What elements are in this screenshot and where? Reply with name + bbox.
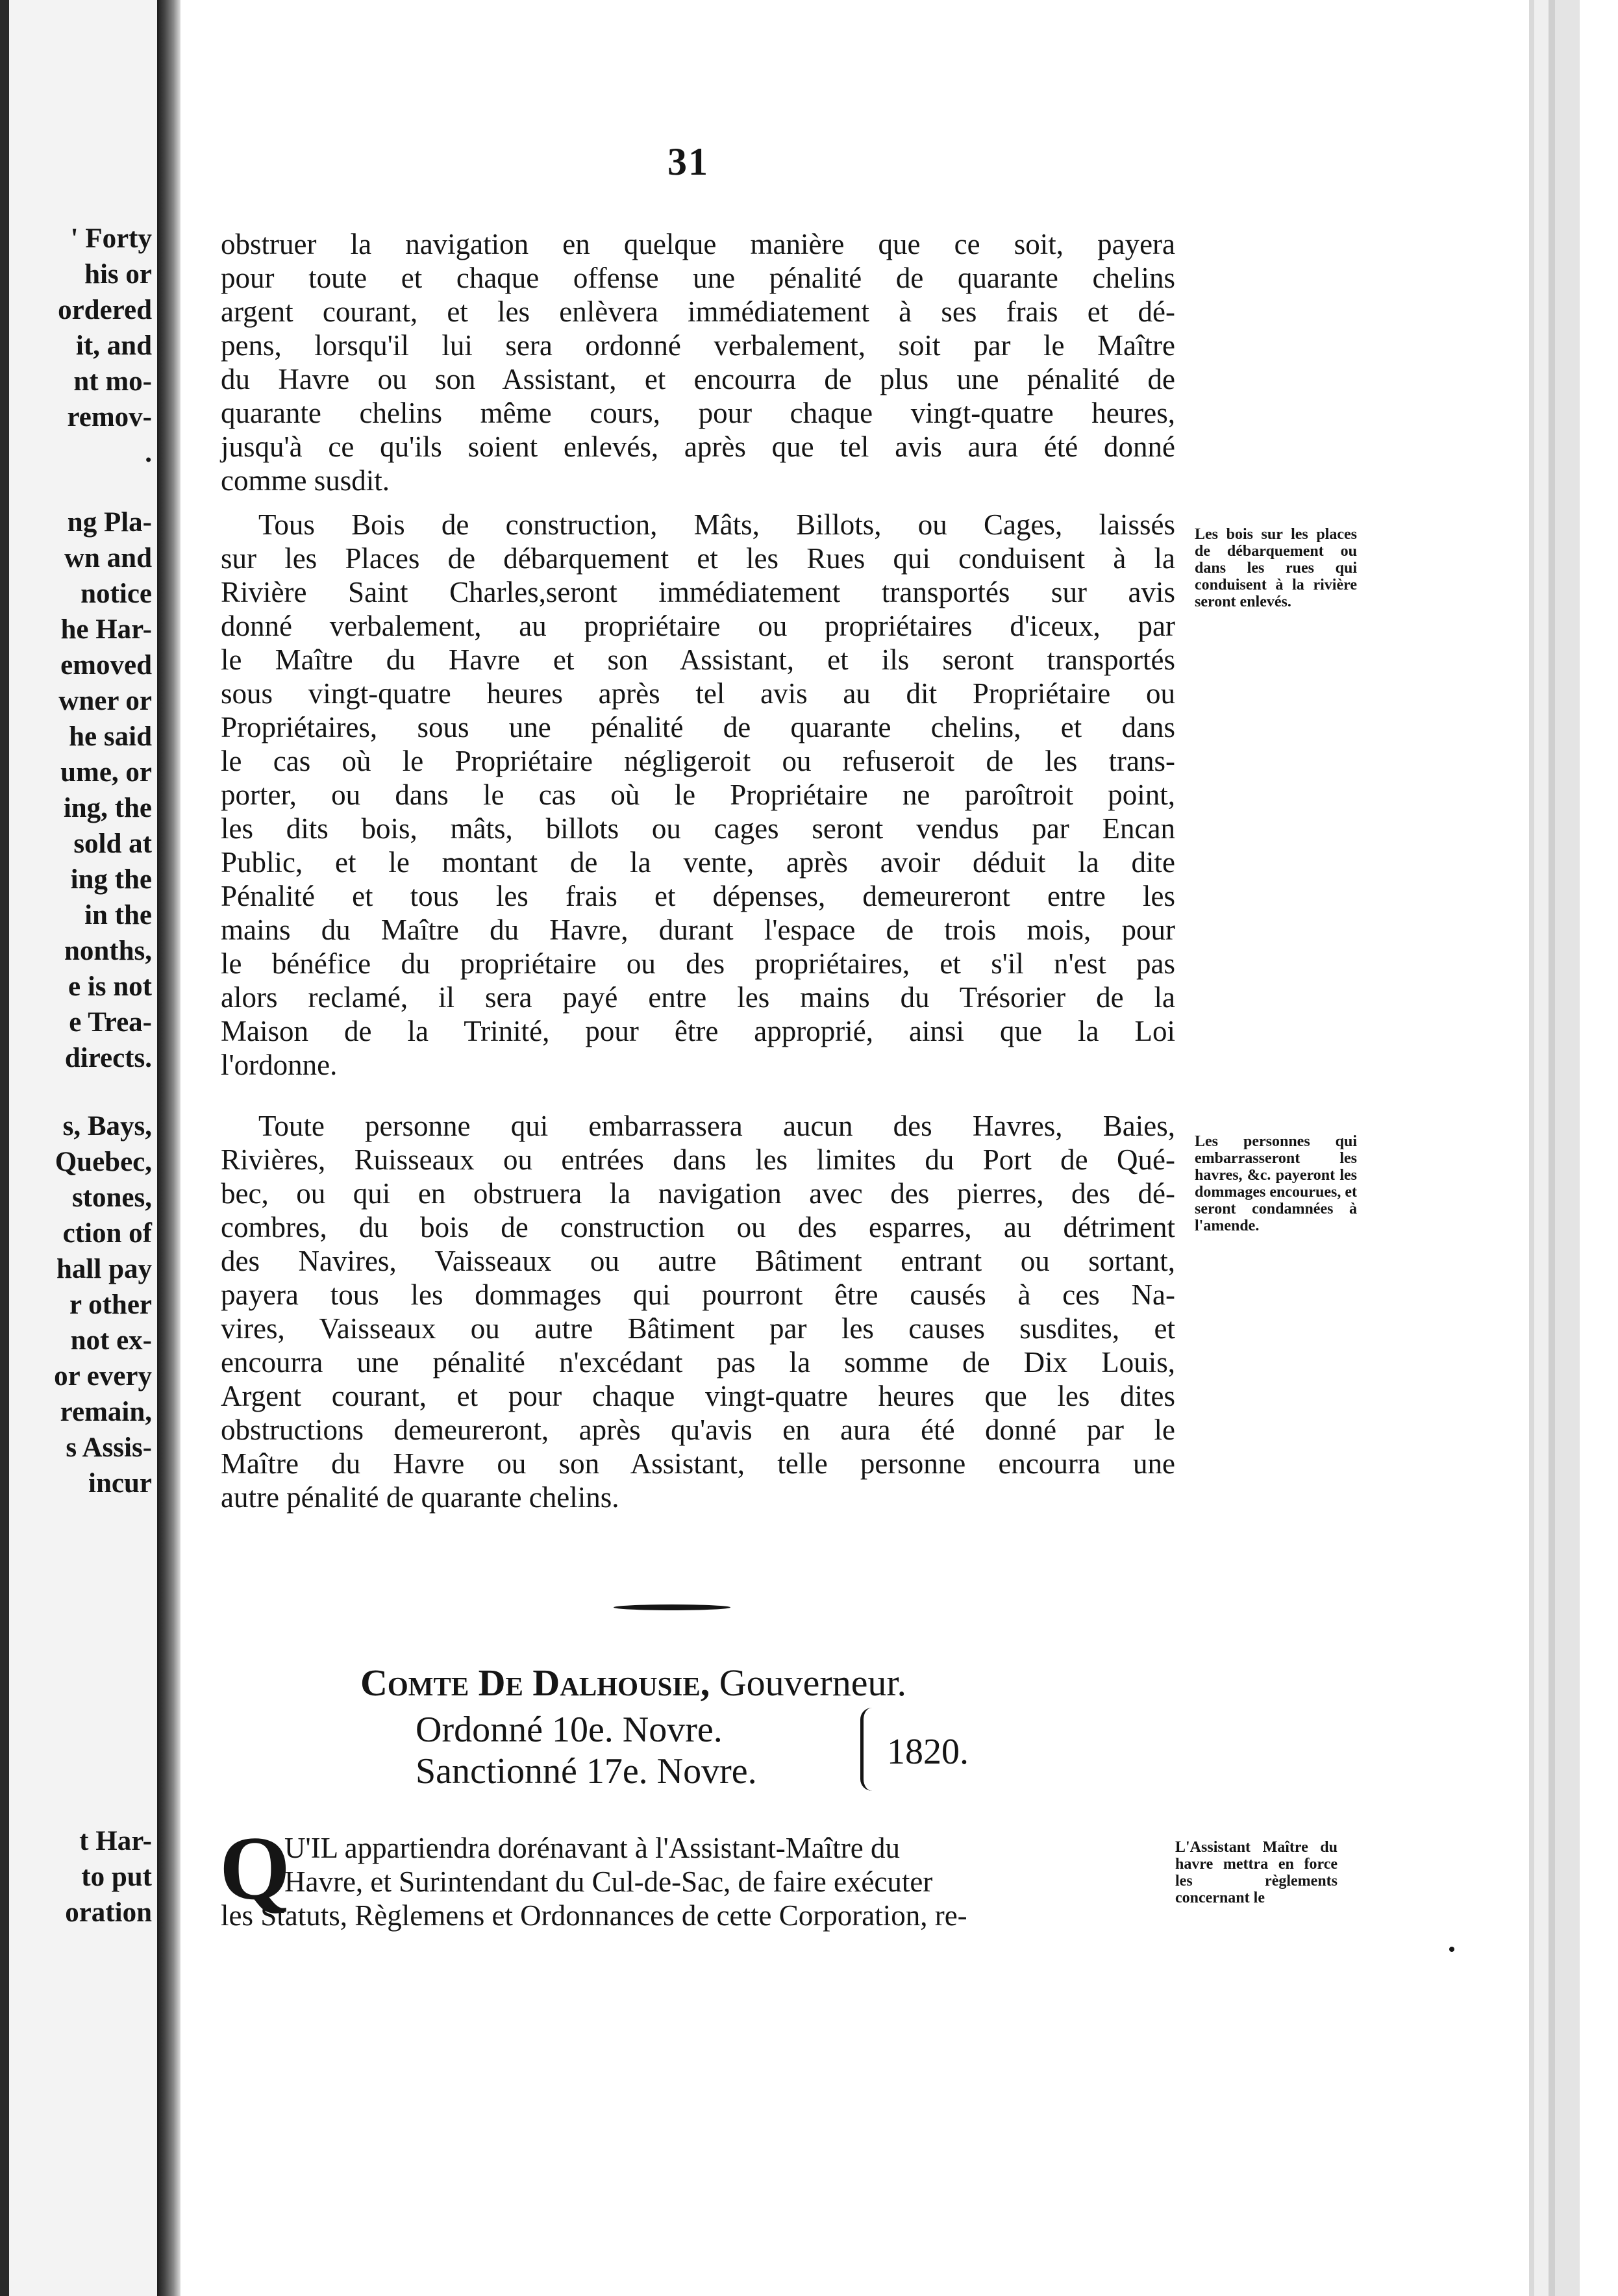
section-divider bbox=[614, 1604, 730, 1610]
paragraph-2 bbox=[221, 508, 1175, 1082]
facing-page-line: it, and bbox=[75, 331, 152, 361]
facing-page-line: wner or bbox=[58, 686, 152, 716]
text-line: Tous Bois de construction, Mâts, Billots, ou Cages, laissés bbox=[258, 508, 1175, 541]
facing-page-block-1 bbox=[58, 221, 152, 471]
text-line: Rivières, Ruisseaux ou entrées dans les limites du Port de Qué- bbox=[221, 1143, 1175, 1176]
facing-page-block-3 bbox=[54, 1108, 152, 1501]
facing-page-line: remov- bbox=[67, 402, 152, 432]
ordinance-line-3: les Statuts, Règlemens et Ordonnances de cette Corporation, re- bbox=[221, 1899, 967, 1932]
facing-page-line: emoved bbox=[60, 650, 152, 680]
margin-note-3: L'Assistant Maître du havre mettra en force les règlements concernant le bbox=[1175, 1839, 1338, 1906]
text-line: jusqu'à ce qu'ils soient enlevés, après que tel avis aura été donné bbox=[221, 430, 1175, 463]
text-line: Maître du Havre ou son Assistant, telle personne encourra une bbox=[221, 1447, 1175, 1480]
page-edge bbox=[1555, 0, 1580, 2296]
facing-page-line: r other bbox=[69, 1290, 152, 1320]
facing-page-line: stones, bbox=[71, 1182, 152, 1213]
governor-name: Comte De Dalhousie, bbox=[360, 1662, 710, 1704]
facing-page-line: sold at bbox=[73, 829, 152, 859]
facing-page-line: notice bbox=[81, 579, 152, 609]
text-line: vires, Vaisseaux ou autre Bâtiment par les causes susdites, et bbox=[221, 1312, 1175, 1345]
text-line: bec, ou qui en obstruera la navigation avec des pierres, des dé- bbox=[221, 1177, 1175, 1210]
page-edge bbox=[1529, 0, 1534, 2296]
text-line: argent courant, et les enlèvera immédiatement à ses frais et dé- bbox=[221, 295, 1175, 328]
facing-page-block-4 bbox=[65, 1823, 152, 1930]
text-line: combres, du bois de construction ou des esparres, au détriment bbox=[221, 1211, 1175, 1243]
facing-page-line: oration bbox=[65, 1897, 152, 1928]
text-line: le cas où le Propriétaire négligeroit ou refuseroit de les trans- bbox=[221, 745, 1175, 777]
facing-page-line: not ex- bbox=[70, 1325, 152, 1356]
paragraph-1 bbox=[221, 227, 1175, 497]
text-line: le Maître du Havre et son Assistant, et ils seront transportés bbox=[221, 643, 1175, 676]
ordinance-line-2: Havre, et Surintendant du Cul-de-Sac, de faire exécuter bbox=[284, 1866, 933, 1898]
text-line: les dits bois, mâts, billots ou cages seront vendus par Encan bbox=[221, 812, 1175, 845]
ordinance-heading bbox=[360, 1662, 906, 1704]
text-line: des Navires, Vaisseaux ou autre Bâtiment entrant ou sortant, bbox=[221, 1245, 1175, 1277]
book-binding bbox=[157, 0, 180, 2296]
date-brace bbox=[860, 1708, 879, 1791]
text-line: porter, ou dans le cas où le Propriétaire ne paroîtroit point, bbox=[221, 779, 1175, 811]
facing-page-line: nt mo- bbox=[73, 366, 152, 397]
facing-page-line: . bbox=[145, 438, 152, 468]
facing-page-line: wn and bbox=[64, 543, 152, 573]
page-edge bbox=[1580, 0, 1618, 2296]
facing-page-line: ng Pla- bbox=[67, 507, 152, 538]
facing-page-line: ordered bbox=[58, 295, 152, 325]
facing-page-line: his or bbox=[84, 259, 152, 290]
facing-page-line: hall pay bbox=[56, 1254, 152, 1284]
text-line: pens, lorsqu'il lui sera ordonné verbalement, soit par le Maître bbox=[221, 329, 1175, 362]
facing-page-line: ' Forty bbox=[70, 223, 152, 254]
facing-page-line: ing the bbox=[70, 864, 152, 895]
text-line: Public, et le montant de la vente, après avoir déduit la dite bbox=[221, 846, 1175, 879]
text-line: encourra une pénalité n'excédant pas la somme de Dix Louis, bbox=[221, 1346, 1175, 1379]
text-line: obstructions demeureront, après qu'avis en aura été donné par le bbox=[221, 1414, 1175, 1446]
facing-page-line: directs. bbox=[64, 1043, 152, 1073]
facing-page-line: incur bbox=[88, 1468, 152, 1499]
text-line: payera tous les dommages qui pourront être causés à ces Na- bbox=[221, 1279, 1175, 1311]
text-line: du Havre ou son Assistant, et encourra de plus une pénalité de bbox=[221, 363, 1175, 395]
facing-page-line: remain, bbox=[60, 1397, 152, 1427]
facing-page-line: or every bbox=[54, 1361, 152, 1391]
facing-page-fragment bbox=[9, 0, 157, 2296]
ink-speck bbox=[1449, 1947, 1454, 1952]
facing-page-line: e is not bbox=[68, 971, 152, 1002]
text-line: sur les Places de débarquement et les Rues qui conduisent à la bbox=[221, 542, 1175, 575]
page-edge bbox=[1534, 0, 1549, 2296]
facing-page-line: s, Bays, bbox=[62, 1111, 152, 1142]
text-line: Argent courant, et pour chaque vingt-quatre heures que les dites bbox=[221, 1380, 1175, 1412]
facing-page-line: he said bbox=[69, 721, 152, 752]
facing-page-line: s Assis- bbox=[66, 1432, 152, 1463]
ordinance-year: 1820. bbox=[887, 1732, 969, 1772]
text-line: Pénalité et tous les frais et dépenses, demeureront entre les bbox=[221, 880, 1175, 912]
text-line: sous vingt-quatre heures après tel avis au dit Propriétaire ou bbox=[221, 677, 1175, 710]
facing-page-line: to put bbox=[81, 1862, 152, 1892]
text-line: comme susdit. bbox=[221, 464, 390, 497]
ordinance-line-1: U'IL appartiendra dorénavant à l'Assistant-Maître du bbox=[284, 1832, 900, 1864]
text-line: pour toute et chaque offense une pénalité de quarante chelins bbox=[221, 262, 1175, 294]
text-line: obstruer la navigation en quelque manière que ce soit, payera bbox=[221, 228, 1175, 260]
facing-page-line: Quebec, bbox=[55, 1147, 152, 1177]
ordered-date: Ordonné 10e. Novre. bbox=[416, 1710, 723, 1750]
facing-page-line: nonths, bbox=[64, 936, 152, 966]
text-line: Maison de la Trinité, pour être approprié, ainsi que la Loi bbox=[221, 1015, 1175, 1047]
facing-page-line: t Har- bbox=[79, 1826, 152, 1856]
text-line: mains du Maître du Havre, durant l'espace de trois mois, pour bbox=[221, 914, 1175, 946]
text-line: Propriétaires, sous une pénalité de quarante chelins, et dans bbox=[221, 711, 1175, 743]
text-line: Rivière Saint Charles,seront immédiatement transportés sur avis bbox=[221, 576, 1175, 608]
paragraph-3 bbox=[221, 1109, 1175, 1514]
facing-page-block-2 bbox=[58, 505, 152, 1076]
text-line: Toute personne qui embarrassera aucun des Havres, Baies, bbox=[258, 1110, 1175, 1142]
drop-cap: Q bbox=[219, 1818, 290, 1919]
text-line: l'ordonne. bbox=[221, 1049, 338, 1081]
margin-note-2: Les personnes qui embarrasseront les havres, &c. payeront les dommages encourues, et seront condamnées à l'amende. bbox=[1195, 1133, 1357, 1234]
text-line: donné verbalement, au propriétaire ou propriétaires d'iceux, par bbox=[221, 610, 1175, 642]
facing-page-line: e Trea- bbox=[69, 1007, 152, 1038]
text-line: autre pénalité de quarante chelins. bbox=[221, 1481, 619, 1514]
sanctioned-date: Sanctionné 17e. Novre. bbox=[416, 1751, 757, 1791]
ordinance-text bbox=[219, 1818, 1175, 1932]
text-line: alors reclamé, il sera payé entre les mains du Trésorier de la bbox=[221, 981, 1175, 1014]
margin-note-1: Les bois sur les places de débarquement ou dans les rues qui conduisent à la rivière seront enlevés. bbox=[1195, 526, 1357, 610]
facing-page-line: ction of bbox=[62, 1218, 152, 1249]
facing-page-line: ume, or bbox=[60, 757, 152, 788]
text-line: le bénéfice du propriétaire ou des propriétaires, et s'il n'est pas bbox=[221, 947, 1175, 980]
ordinance-dates bbox=[416, 1709, 757, 1792]
facing-page-line: he Har- bbox=[60, 614, 152, 645]
page-number: 31 bbox=[667, 140, 709, 183]
facing-page-line: in the bbox=[84, 900, 152, 930]
scan-gutter bbox=[0, 0, 9, 2296]
governor-title: Gouverneur. bbox=[719, 1662, 907, 1704]
facing-page-line: ing, the bbox=[63, 793, 152, 823]
page-edge bbox=[1549, 0, 1555, 2296]
text-line: quarante chelins même cours, pour chaque vingt-quatre heures, bbox=[221, 397, 1175, 429]
